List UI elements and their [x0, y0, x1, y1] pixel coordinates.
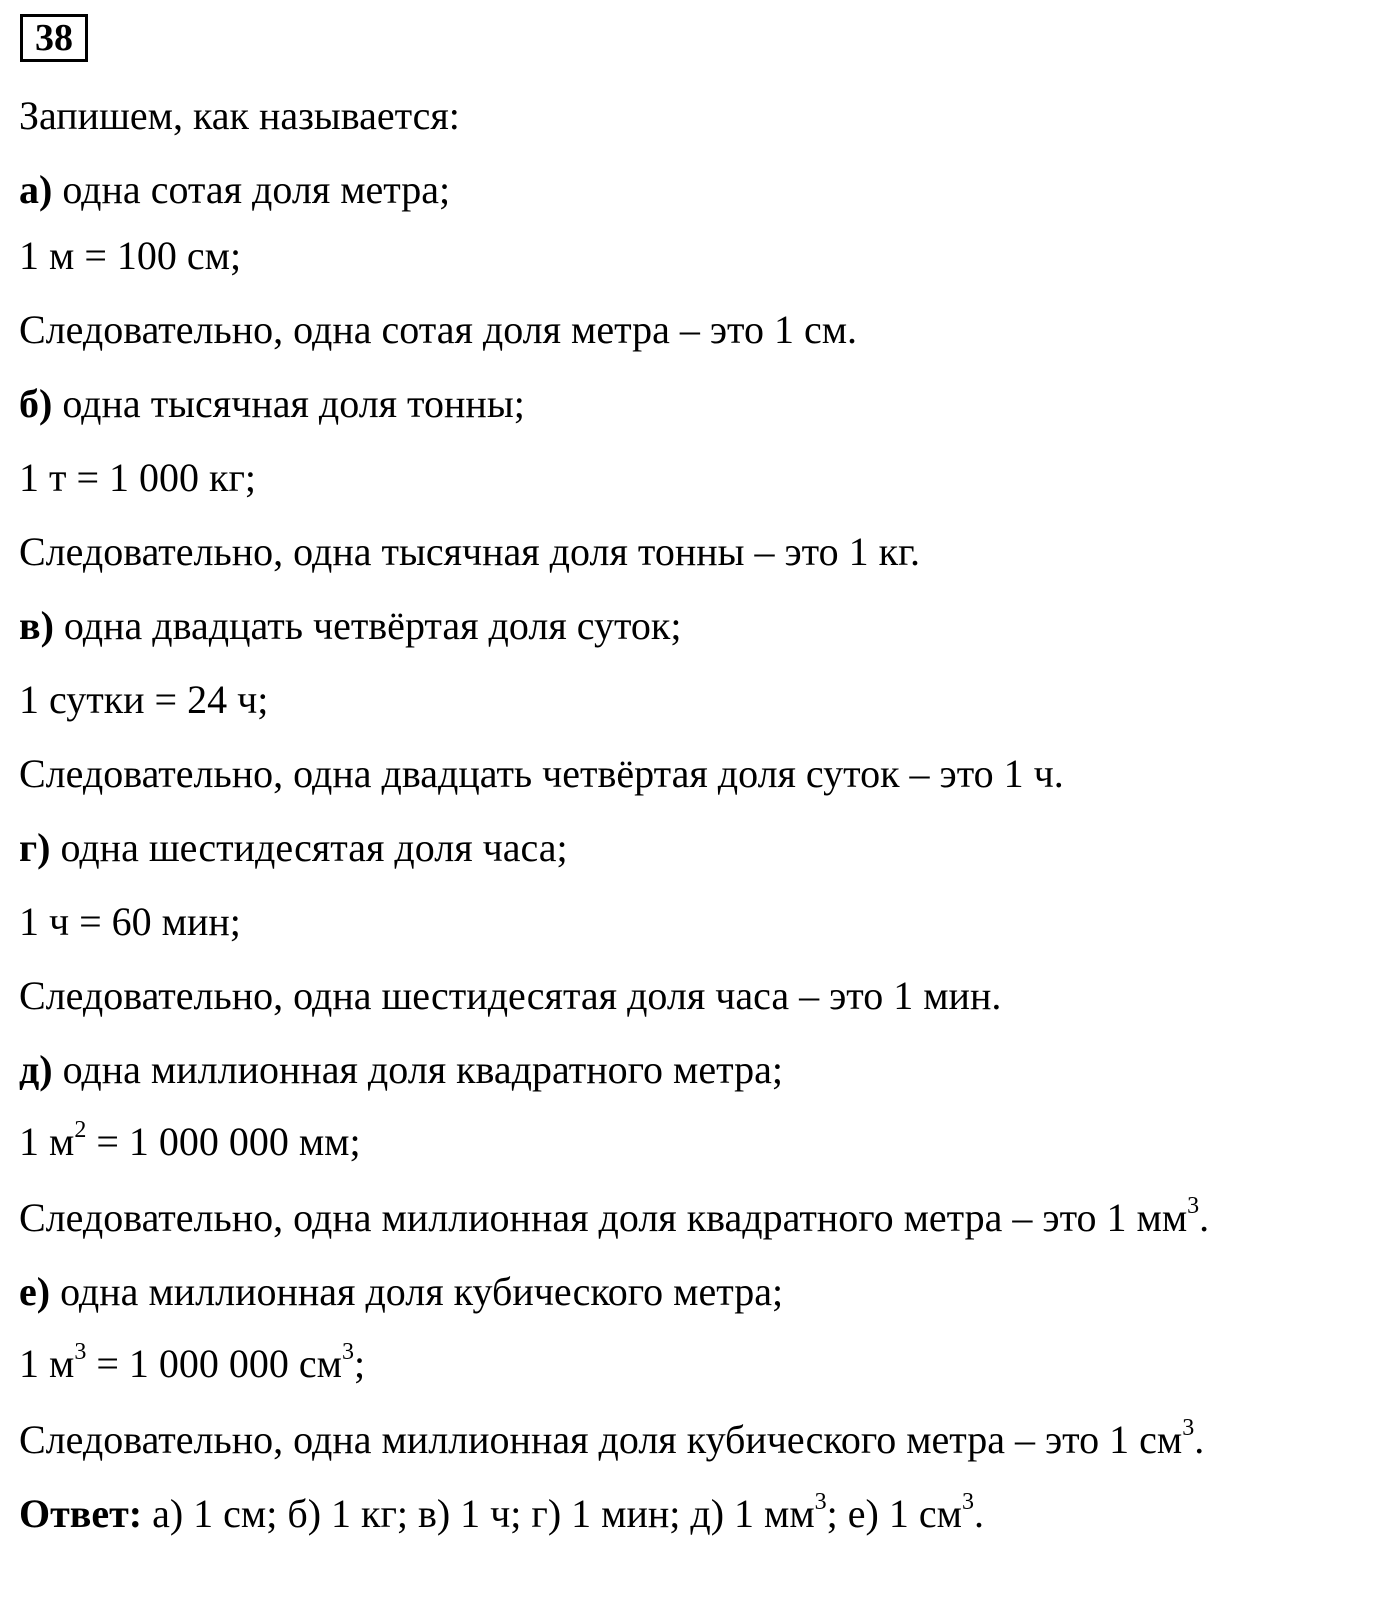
part-g-statement-text: одна шестидесятая доля часа; [50, 825, 568, 870]
intro-text: Запишем, как называется: [19, 93, 460, 138]
part-d-conclusion [19, 1194, 1209, 1242]
superscript: 2 [74, 1116, 87, 1143]
part-d-equation [19, 1118, 361, 1166]
part-g-conclusion: Следовательно, одна шестидесятая доля часа – это 1 мин. [19, 973, 1002, 1018]
part-a-statement-text: одна сотая доля метра; [52, 167, 451, 212]
part-a-label: а) [19, 167, 53, 212]
superscript: 3 [1182, 1414, 1195, 1441]
answer-text: . [973, 1491, 984, 1536]
part-b-label: б) [19, 381, 53, 426]
part-e-statement [19, 1268, 783, 1316]
part-a-conclusion: Следовательно, одна сотая доля метра – это 1 см. [19, 307, 858, 352]
part-d-statement [19, 1046, 783, 1094]
part-b-statement [19, 380, 525, 428]
part-v-conclusion: Следовательно, одна двадцать четвёртая доля суток – это 1 ч. [19, 751, 1064, 796]
superscript: 3 [74, 1338, 87, 1365]
part-b-conclusion: Следовательно, одна тысячная доля тонны – это 1 кг. [19, 529, 920, 574]
answer-text: а) 1 см; б) 1 кг; в) 1 ч; г) 1 мин; д) 1 мм [142, 1491, 815, 1536]
part-v-equation: 1 сутки = 24 ч; [19, 677, 269, 722]
equation-text: ; [353, 1341, 366, 1386]
superscript: 3 [961, 1488, 974, 1515]
part-b-equation: 1 т = 1 000 кг; [19, 455, 256, 500]
superscript: 3 [1187, 1192, 1200, 1219]
conclusion-text: Следовательно, одна миллионная доля квадратного метра – это 1 мм [19, 1195, 1188, 1240]
part-v-label: в) [19, 603, 54, 648]
part-d-label: д) [19, 1047, 53, 1092]
conclusion-text: Следовательно, одна миллионная доля кубического метра – это 1 см [19, 1417, 1183, 1462]
equation-text: = 1 000 000 мм; [86, 1119, 361, 1164]
conclusion-text: . [1194, 1417, 1205, 1462]
part-e-conclusion [19, 1416, 1204, 1464]
part-a-statement [19, 166, 450, 214]
part-g-label: г) [19, 825, 51, 870]
answer-text: ; е) 1 см [826, 1491, 962, 1536]
part-g-equation: 1 ч = 60 мин; [19, 899, 241, 944]
equation-text: 1 м [19, 1341, 75, 1386]
part-g-statement [19, 824, 568, 872]
equation-text: 1 м [19, 1119, 75, 1164]
answer-line [19, 1490, 984, 1538]
part-v-statement-text: одна двадцать четвёртая доля суток; [53, 603, 682, 648]
superscript: 3 [814, 1488, 827, 1515]
equation-text: = 1 000 000 см [86, 1341, 342, 1386]
part-a-equation: 1 м = 100 см; [19, 233, 242, 278]
conclusion-text: . [1199, 1195, 1210, 1240]
task-number-box: 38 [20, 14, 88, 62]
part-e-statement-text: одна миллионная доля кубического метра; [50, 1269, 784, 1314]
answer-label: Ответ: [19, 1491, 143, 1536]
part-e-label: е) [19, 1269, 51, 1314]
part-e-equation [19, 1340, 365, 1388]
part-d-statement-text: одна миллионная доля квадратного метра; [52, 1047, 783, 1092]
superscript: 3 [341, 1338, 354, 1365]
part-v-statement [19, 602, 681, 650]
part-b-statement-text: одна тысячная доля тонны; [52, 381, 525, 426]
